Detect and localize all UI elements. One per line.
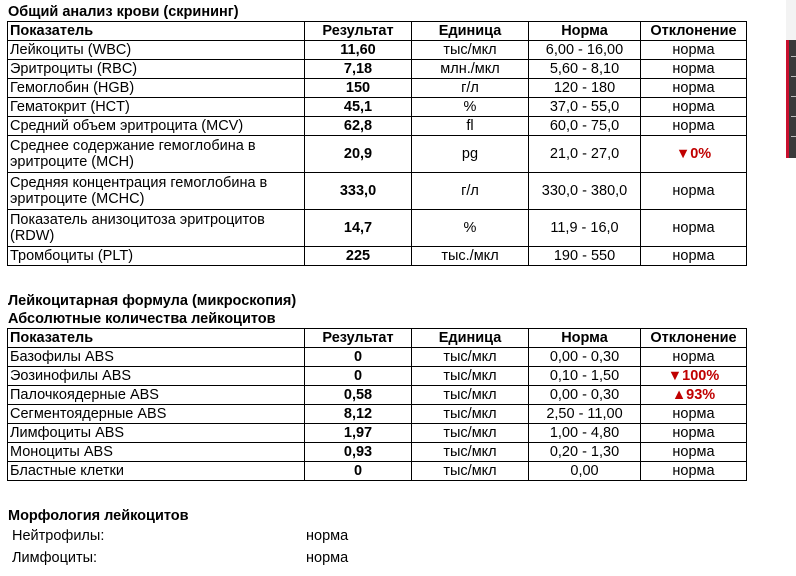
table-row [8, 79, 747, 98]
table-row [8, 405, 747, 424]
background-window-edge [786, 0, 796, 40]
deviation-cell: норма [641, 348, 747, 367]
cbc-header-row [8, 22, 747, 41]
diff-title: Лейкоцитарная формула (микроскопия) [8, 293, 297, 309]
col-header-result: Результат [305, 329, 412, 348]
col-header-parameter: Показатель [8, 22, 305, 41]
col-header-result: Результат [305, 22, 412, 41]
deviation-cell: ▲93% [641, 386, 747, 405]
unit-cell: % [412, 210, 529, 247]
result-value-cell: 0 [305, 367, 412, 386]
reference-range-cell: 330,0 - 380,0 [529, 173, 641, 210]
reference-range-cell: 0,00 - 0,30 [529, 386, 641, 405]
unit-cell: pg [412, 136, 529, 173]
parameter-name-cell: Среднее содержание гемоглобина в эритроците (MCH) [8, 136, 305, 173]
result-value-cell: 333,0 [305, 173, 412, 210]
cbc-title: Общий анализ крови (скрининг) [8, 4, 239, 20]
result-value-cell: 20,9 [305, 136, 412, 173]
unit-cell: г/л [412, 173, 529, 210]
parameter-name-cell: Лейкоциты (WBC) [8, 41, 305, 60]
table-row [8, 247, 747, 266]
deviation-cell: норма [641, 60, 747, 79]
table-row [8, 348, 747, 367]
table-row [8, 41, 747, 60]
table-row [8, 424, 747, 443]
morphology-item-name: Лимфоциты: [12, 550, 98, 566]
table-row [8, 117, 747, 136]
parameter-name-cell: Эозинофилы ABS [8, 367, 305, 386]
col-header-deviation: Отклонение [641, 329, 747, 348]
cbc-table [7, 21, 747, 266]
background-window-edge [786, 40, 796, 158]
parameter-name-cell: Сегментоядерные ABS [8, 405, 305, 424]
col-header-parameter: Показатель [8, 329, 305, 348]
unit-cell: тыс/мкл [412, 367, 529, 386]
unit-cell: тыс/мкл [412, 41, 529, 60]
deviation-cell: норма [641, 98, 747, 117]
reference-range-cell: 11,9 - 16,0 [529, 210, 641, 247]
unit-cell: % [412, 98, 529, 117]
morphology-title: Морфология лейкоцитов [8, 508, 189, 524]
diff-subtitle: Абсолютные количества лейкоцитов [8, 311, 276, 327]
table-row [8, 367, 747, 386]
parameter-name-cell: Эритроциты (RBC) [8, 60, 305, 79]
reference-range-cell: 0,20 - 1,30 [529, 443, 641, 462]
reference-range-cell: 120 - 180 [529, 79, 641, 98]
deviation-cell: норма [641, 424, 747, 443]
deviation-cell: норма [641, 405, 747, 424]
unit-cell: тыс/мкл [412, 462, 529, 481]
result-value-cell: 225 [305, 247, 412, 266]
deviation-cell: ▼0% [641, 136, 747, 173]
parameter-name-cell: Лимфоциты ABS [8, 424, 305, 443]
table-row [8, 443, 747, 462]
result-value-cell: 0,58 [305, 386, 412, 405]
parameter-name-cell: Средний объем эритроцита (MCV) [8, 117, 305, 136]
unit-cell: тыс/мкл [412, 386, 529, 405]
table-row [8, 386, 747, 405]
parameter-name-cell: Средняя концентрация гемоглобина в эритроците (MCHC) [8, 173, 305, 210]
reference-range-cell: 37,0 - 55,0 [529, 98, 641, 117]
deviation-cell: норма [641, 210, 747, 247]
col-header-unit: Единица [412, 329, 529, 348]
reference-range-cell: 2,50 - 11,00 [529, 405, 641, 424]
unit-cell: г/л [412, 79, 529, 98]
unit-cell: млн./мкл [412, 60, 529, 79]
deviation-cell: норма [641, 117, 747, 136]
morphology-item-name: Нейтрофилы: [12, 528, 105, 544]
unit-cell: тыс./мкл [412, 247, 529, 266]
col-header-norm: Норма [529, 329, 641, 348]
deviation-cell: норма [641, 443, 747, 462]
result-value-cell: 0 [305, 462, 412, 481]
result-value-cell: 0 [305, 348, 412, 367]
morphology-item-value: норма [306, 550, 349, 566]
diff-table [7, 328, 747, 481]
parameter-name-cell: Показатель анизоцитоза эритроцитов (RDW) [8, 210, 305, 247]
reference-range-cell: 1,00 - 4,80 [529, 424, 641, 443]
reference-range-cell: 0,00 - 0,30 [529, 348, 641, 367]
result-value-cell: 150 [305, 79, 412, 98]
col-header-deviation: Отклонение [641, 22, 747, 41]
table-row [8, 173, 747, 210]
result-value-cell: 45,1 [305, 98, 412, 117]
deviation-cell: норма [641, 173, 747, 210]
unit-cell: fl [412, 117, 529, 136]
deviation-cell: норма [641, 247, 747, 266]
parameter-name-cell: Базофилы ABS [8, 348, 305, 367]
reference-range-cell: 5,60 - 8,10 [529, 60, 641, 79]
result-value-cell: 62,8 [305, 117, 412, 136]
unit-cell: тыс/мкл [412, 424, 529, 443]
parameter-name-cell: Гематокрит (HCT) [8, 98, 305, 117]
result-value-cell: 11,60 [305, 41, 412, 60]
parameter-name-cell: Моноциты ABS [8, 443, 305, 462]
unit-cell: тыс/мкл [412, 348, 529, 367]
reference-range-cell: 21,0 - 27,0 [529, 136, 641, 173]
unit-cell: тыс/мкл [412, 405, 529, 424]
result-value-cell: 0,93 [305, 443, 412, 462]
table-row [8, 60, 747, 79]
table-row [8, 136, 747, 173]
col-header-unit: Единица [412, 22, 529, 41]
result-value-cell: 8,12 [305, 405, 412, 424]
parameter-name-cell: Бластные клетки [8, 462, 305, 481]
table-row [8, 98, 747, 117]
deviation-cell: норма [641, 41, 747, 60]
unit-cell: тыс/мкл [412, 443, 529, 462]
morphology-item-value: норма [306, 528, 349, 544]
table-row [8, 462, 747, 481]
parameter-name-cell: Тромбоциты (PLT) [8, 247, 305, 266]
reference-range-cell: 60,0 - 75,0 [529, 117, 641, 136]
diff-header-row [8, 329, 747, 348]
reference-range-cell: 6,00 - 16,00 [529, 41, 641, 60]
result-value-cell: 7,18 [305, 60, 412, 79]
result-value-cell: 1,97 [305, 424, 412, 443]
result-value-cell: 14,7 [305, 210, 412, 247]
parameter-name-cell: Гемоглобин (HGB) [8, 79, 305, 98]
reference-range-cell: 0,00 [529, 462, 641, 481]
deviation-cell: норма [641, 79, 747, 98]
reference-range-cell: 0,10 - 1,50 [529, 367, 641, 386]
deviation-cell: норма [641, 462, 747, 481]
parameter-name-cell: Палочкоядерные ABS [8, 386, 305, 405]
col-header-norm: Норма [529, 22, 641, 41]
deviation-cell: ▼100% [641, 367, 747, 386]
reference-range-cell: 190 - 550 [529, 247, 641, 266]
table-row [8, 210, 747, 247]
